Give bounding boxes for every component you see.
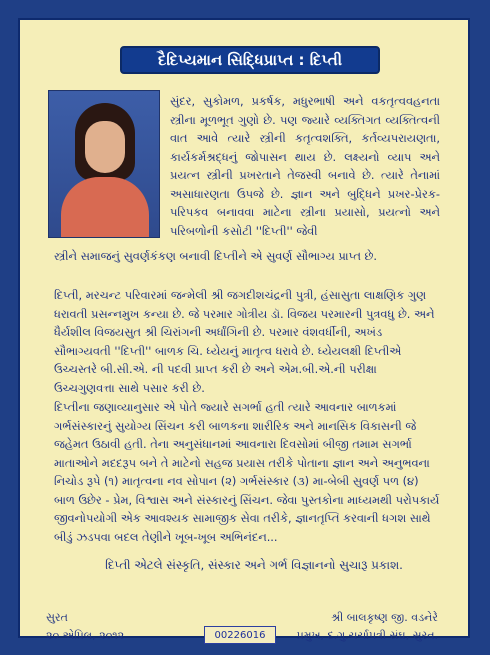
- article-page: [18, 18, 470, 642]
- date: ૨૦ એપ્રિલ, ૨૦૧૨: [46, 629, 125, 642]
- page-title: દૈદિપ્યમાન સિદ્ધિપ્રાપ્ત : દિપ્તી: [120, 46, 380, 74]
- tagline: દિપ્તી એટલે સંસ્કૃતિ, સંસ્કાર અને ગર્ભ વિજ્ઞાનનો સુચારૂ પ્રકાશ.: [105, 558, 403, 572]
- photo-face: [85, 121, 125, 173]
- paragraph-family: દિપ્તી, મરચન્ટ પરિવારમાં જન્મેલી શ્રી જગદીશચંદ્રની પુત્રી, હંસાસુતા લાક્ષણિક ગુણ ધરાવતી પ્રસન્નમુખ કન્યા છે. જે પરમાર ગોત્રીય ડૉ. વિજય પરમારની પુત્રવધુ છે. અને ધૈર્યશીલ વિજયસુત શ્રી ચિરાંગની અર્ધાંગિની છે. પરમાર વંશવર્ધીની, અખંડ સૌભાગ્યવતી ''દિપ્તી'' બાળક ચિ. ધ્યેયનું માતૃત્વ ધરાવે છે. ધ્યેયલક્ષી દિપ્તીએ ઉચ્ચસ્તરે બી.સી.એ. ની પદવી પ્રાપ્ત કરી છે અને એમ.બી.એ.ની પરીક્ષા ઉચ્ચગુણવત્તા સાથે પસાર કરી છે.: [54, 288, 435, 395]
- paragraph-books: દિપ્તીના જણાવ્યાનુસાર એ પોતે જ્યારે સગર્ભા હતી ત્યારે આવનાર બાળકમાં ગર્ભસંસ્કારનું સુયોગ્ય સિંચન કરી બાળકના શારીરિક અને માનસિક વિકાસની જે જહેમત ઉઠાવી હતી. તેના અનુસંધાનમાં આવનારા દિવસોમાં બીજી તમામ સગર્ભા માતાઓને મદદરૂપ બને તે માટેનો સહજ પ્રયાસ તરીકે પોતાના જ્ઞાન અને અનુભવના નિચોડ રૂપે (૧) માતૃત્વના નવ સોપાન (૨) ગર્ભસંસ્કાર (૩) મા-બેબી સુવર્ણ પળ (૪) બાળ ઉછેર - પ્રેમ, વિશ્વાસ અને સંસ્કારનું સિંચન. જેવા પુસ્તકોના માધ્યમથી પરોપકાર્ય જીવનોપયોગી એક આવશ્યક સામાજીક સેવા તરીકે, જ્ઞાનતૃપ્તિ કરવાની ધગશ સાથે બીડું ઝડપવા બદલ તેણીને ખૂબ-ખૂબ અભિનંદન...: [54, 400, 440, 544]
- place-date-block: [46, 609, 124, 645]
- signatory-name: શ્રી બાલકૃષ્ણ જી. વડનેરે: [331, 611, 438, 624]
- signatory-title: પ્રમુખ, દ.ગુ.ચર્ચાપત્રી સંઘ, સુરત.: [296, 629, 438, 642]
- stamp-number: 00226016: [204, 626, 276, 644]
- signature-block: [297, 609, 438, 645]
- portrait-photo: [48, 90, 160, 238]
- place: સુરત: [46, 611, 68, 624]
- paragraph-intro: સુંદર, સુકોમળ, પ્રકર્ષક, મધુરભાષી અને વકતૃત્વવહનતા સ્ત્રીના મૂળભૂત ગુણો છે. પણ જ્યારે વ્યક્તિગત વ્યક્તિત્વની વાત આવે ત્યારે સ્ત્રીની કતૃત્વશક્તિ, કર્તવ્યપરાયણતા, કાર્યકર્મશ્રદ્ધનું જોપાસન થાય છે. લક્ષ્યનો વ્યાપ અને પ્રયત્ન સ્ત્રીની પ્રખરતાને તેજસ્વી બનાવે છે. ત્યારે તેનામાં અસાધારણતા ઉપજે છે. જ્ઞાન અને બુદ્ધિને પ્રખર-પ્રેરક-પરિપકવ બનાવવા માટેના સ્ત્રીના પ્રયાસો, પ્રયત્નો અને પરિબળોની કસોટી ''દિપ્તી'' જેવી: [170, 94, 440, 238]
- paragraph-intro-continued: સ્ત્રીને સમાજનું સુવર્ણકંકણ બનાવી દિપ્તીને એ સુવર્ણ સૌભાગ્ય પ્રાપ્ત છે.: [54, 249, 377, 263]
- photo-body: [61, 177, 149, 238]
